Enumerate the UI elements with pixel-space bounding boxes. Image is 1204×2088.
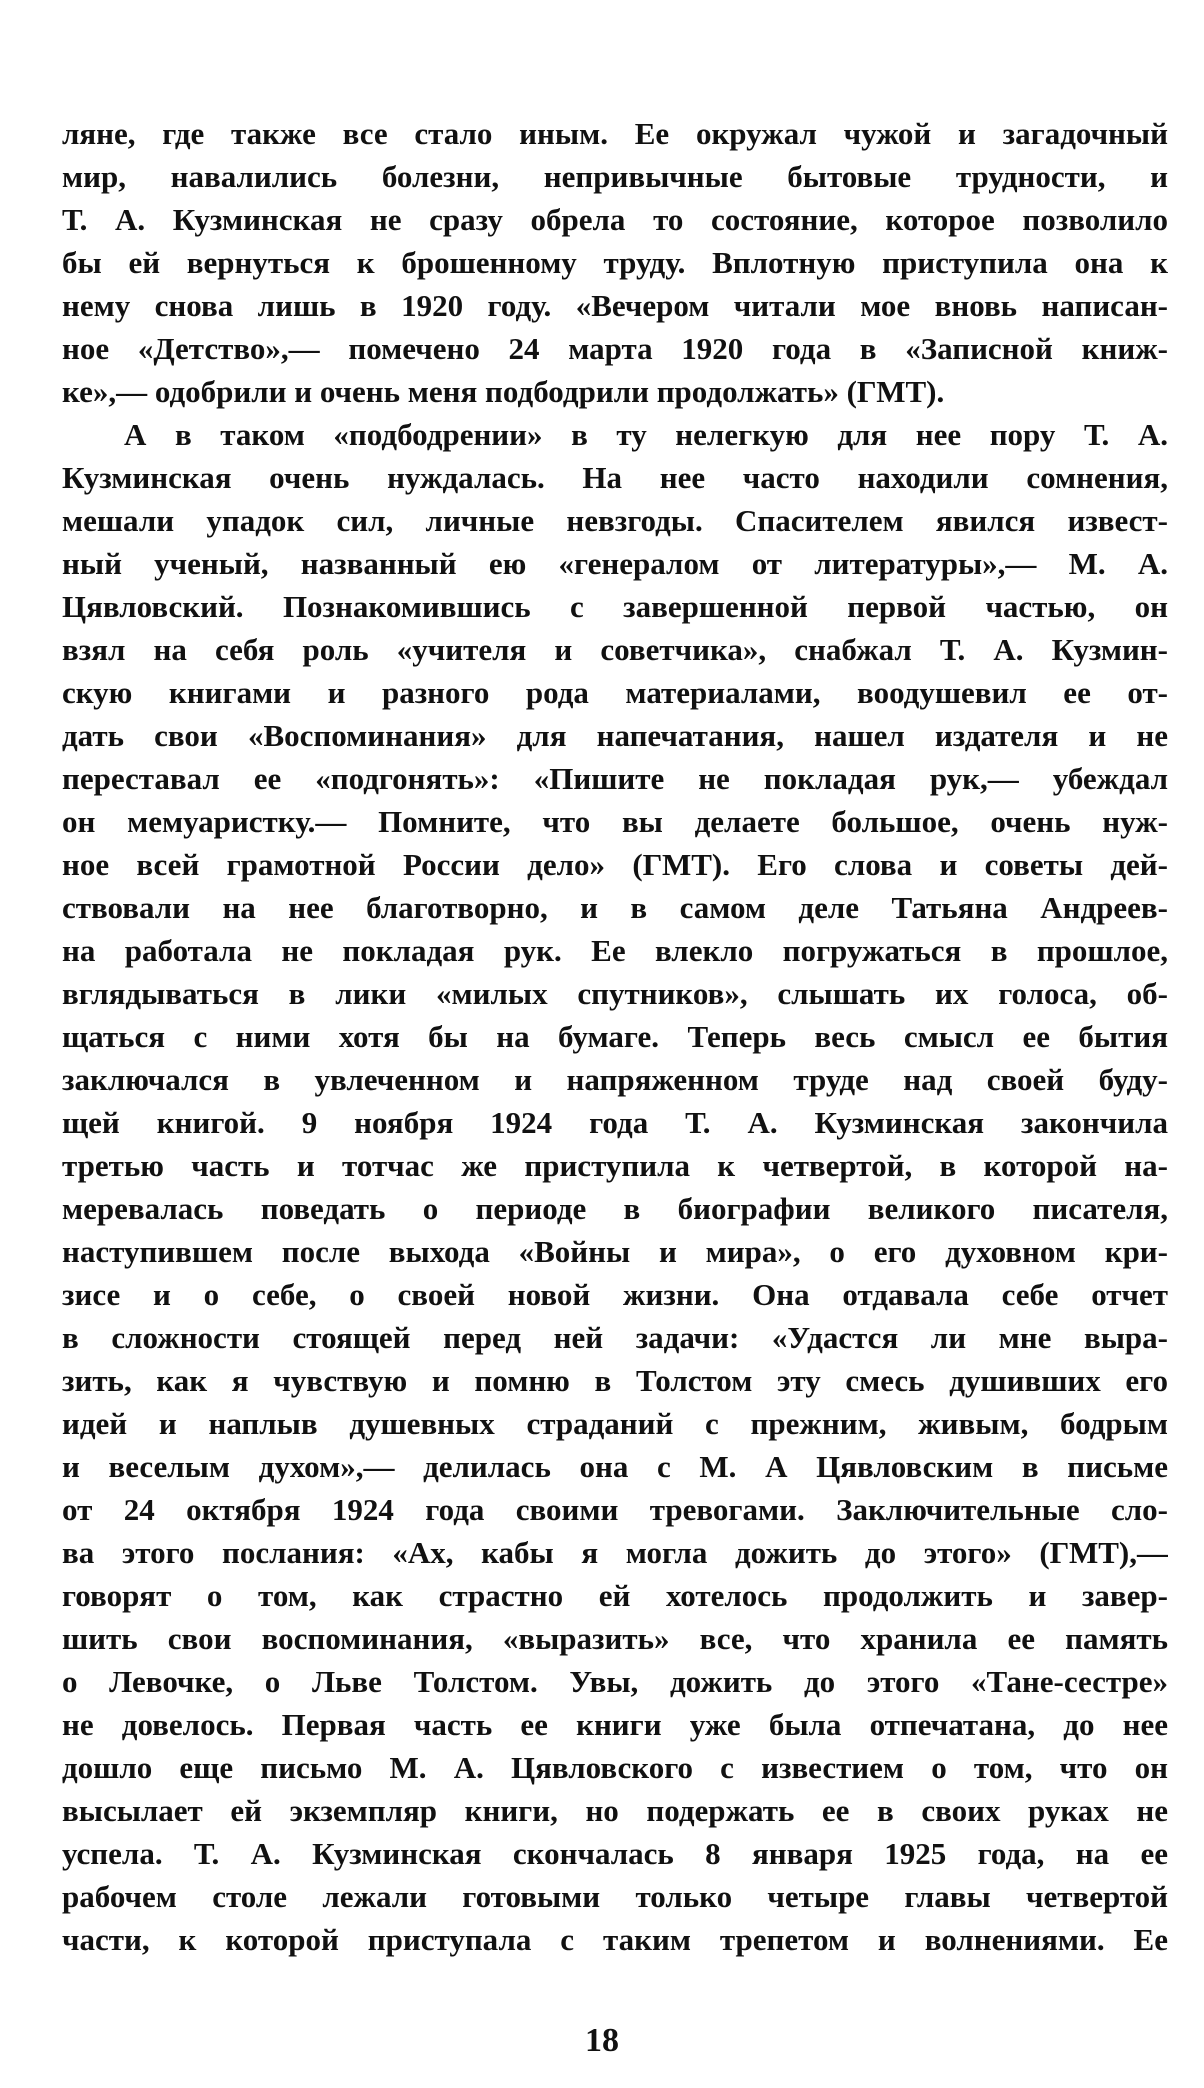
text-line: говорят о том, как страстно ей хотелось продолжить и завер- bbox=[62, 1578, 1168, 1613]
text-line: Т. А. Кузминская не сразу обрела то состояние, которое позволило bbox=[62, 202, 1168, 237]
text-line: в сложности стоящей перед ней задачи: «Удастся ли мне выра- bbox=[62, 1320, 1168, 1355]
text-line: заключался в увлеченном и напряженном труде над своей буду- bbox=[62, 1062, 1168, 1097]
text-line: ное «Детство»,— помечено 24 марта 1920 года в «Записной книж- bbox=[62, 331, 1168, 366]
text-line: ный ученый, названный ею «генералом от литературы»,— М. А. bbox=[62, 546, 1168, 581]
text-line: не довелось. Первая часть ее книги уже была отпечатана, до нее bbox=[62, 1707, 1168, 1742]
text-line: высылает ей экземпляр книги, но подержать ее в своих руках не bbox=[62, 1793, 1168, 1828]
text-line: нему снова лишь в 1920 году. «Вечером читали мое вновь написан- bbox=[62, 288, 1168, 323]
text-line: щей книгой. 9 ноября 1924 года Т. А. Кузминская закончила bbox=[62, 1105, 1168, 1140]
text-line: зить, как я чувствую и помню в Толстом эту смесь душивших его bbox=[62, 1363, 1168, 1398]
text-line: зисе и о себе, о своей новой жизни. Она отдавала себе отчет bbox=[62, 1277, 1168, 1312]
text-line: Кузминская очень нуждалась. На нее часто находили сомнения, bbox=[62, 460, 1168, 495]
page-number: 18 bbox=[585, 2022, 619, 2059]
text-line: идей и наплыв душевных страданий с прежним, живым, бодрым bbox=[62, 1406, 1168, 1441]
text-line: мир, навалились болезни, непривычные бытовые трудности, и bbox=[62, 159, 1168, 194]
text-line: ке»,— одобрили и очень меня подбодрили продолжать» (ГМТ). bbox=[62, 374, 945, 409]
text-line: на работала не покладая рук. Ее влекло погружаться в прошлое, bbox=[62, 933, 1168, 968]
text-line: рабочем столе лежали готовыми только четыре главы четвертой bbox=[62, 1879, 1168, 1914]
text-line: и веселым духом»,— делилась она с М. А Цявловским в письме bbox=[62, 1449, 1168, 1484]
text-line: взял на себя роль «учителя и советчика», снабжал Т. А. Кузмин- bbox=[62, 632, 1168, 667]
text-line: А в таком «подбодрении» в ту нелегкую для нее пору Т. А. bbox=[124, 417, 1168, 452]
text-line: скую книгами и разного рода материалами, воодушевил ее от- bbox=[62, 675, 1168, 710]
text-line: от 24 октября 1924 года своими тревогами. Заключительные сло- bbox=[62, 1492, 1168, 1527]
text-line: дать свои «Воспоминания» для напечатания, нашел издателя и не bbox=[62, 718, 1168, 753]
text-line: Цявловский. Познакомившись с завершенной первой частью, он bbox=[62, 589, 1168, 624]
text-line: ствовали на нее благотворно, и в самом деле Татьяна Андреев- bbox=[62, 890, 1168, 925]
text-line: ляне, где также все стало иным. Ее окружал чужой и загадочный bbox=[62, 116, 1168, 151]
text-line: переставал ее «подгонять»: «Пишите не покладая рук,— убеждал bbox=[62, 761, 1168, 796]
text-line: он мемуаристку.— Помните, что вы делаете большое, очень нуж- bbox=[62, 804, 1168, 839]
text-line: мешали упадок сил, личные невзгоды. Спасителем явился извест- bbox=[62, 503, 1168, 538]
text-line: шить свои воспоминания, «выразить» все, что хранила ее память bbox=[62, 1621, 1168, 1656]
text-line: ное всей грамотной России дело» (ГМТ). Его слова и советы дей- bbox=[62, 847, 1168, 882]
text-line: третью часть и тотчас же приступила к четвертой, в которой на- bbox=[62, 1148, 1168, 1183]
text-line: наступившем после выхода «Войны и мира», о его духовном кри- bbox=[62, 1234, 1168, 1269]
text-line: о Левочке, о Льве Толстом. Увы, дожить до этого «Тане-сестре» bbox=[62, 1664, 1168, 1699]
text-line: бы ей вернуться к брошенному труду. Вплотную приступила она к bbox=[62, 245, 1168, 280]
text-line: щаться с ними хотя бы на бумаге. Теперь весь смысл ее бытия bbox=[62, 1019, 1168, 1054]
text-line: дошло еще письмо М. А. Цявловского с известием о том, что он bbox=[62, 1750, 1168, 1785]
text-line: меревалась поведать о периоде в биографии великого писателя, bbox=[62, 1191, 1168, 1226]
text-line: успела. Т. А. Кузминская скончалась 8 января 1925 года, на ее bbox=[62, 1836, 1168, 1871]
body-text bbox=[62, 112, 1168, 1961]
text-line: части, к которой приступала с таким трепетом и волнениями. Ее bbox=[62, 1922, 1168, 1957]
text-line: ва этого послания: «Ах, кабы я могла дожить до этого» (ГМТ),— bbox=[62, 1535, 1168, 1570]
text-line: вглядываться в лики «милых спутников», слышать их голоса, об- bbox=[62, 976, 1168, 1011]
